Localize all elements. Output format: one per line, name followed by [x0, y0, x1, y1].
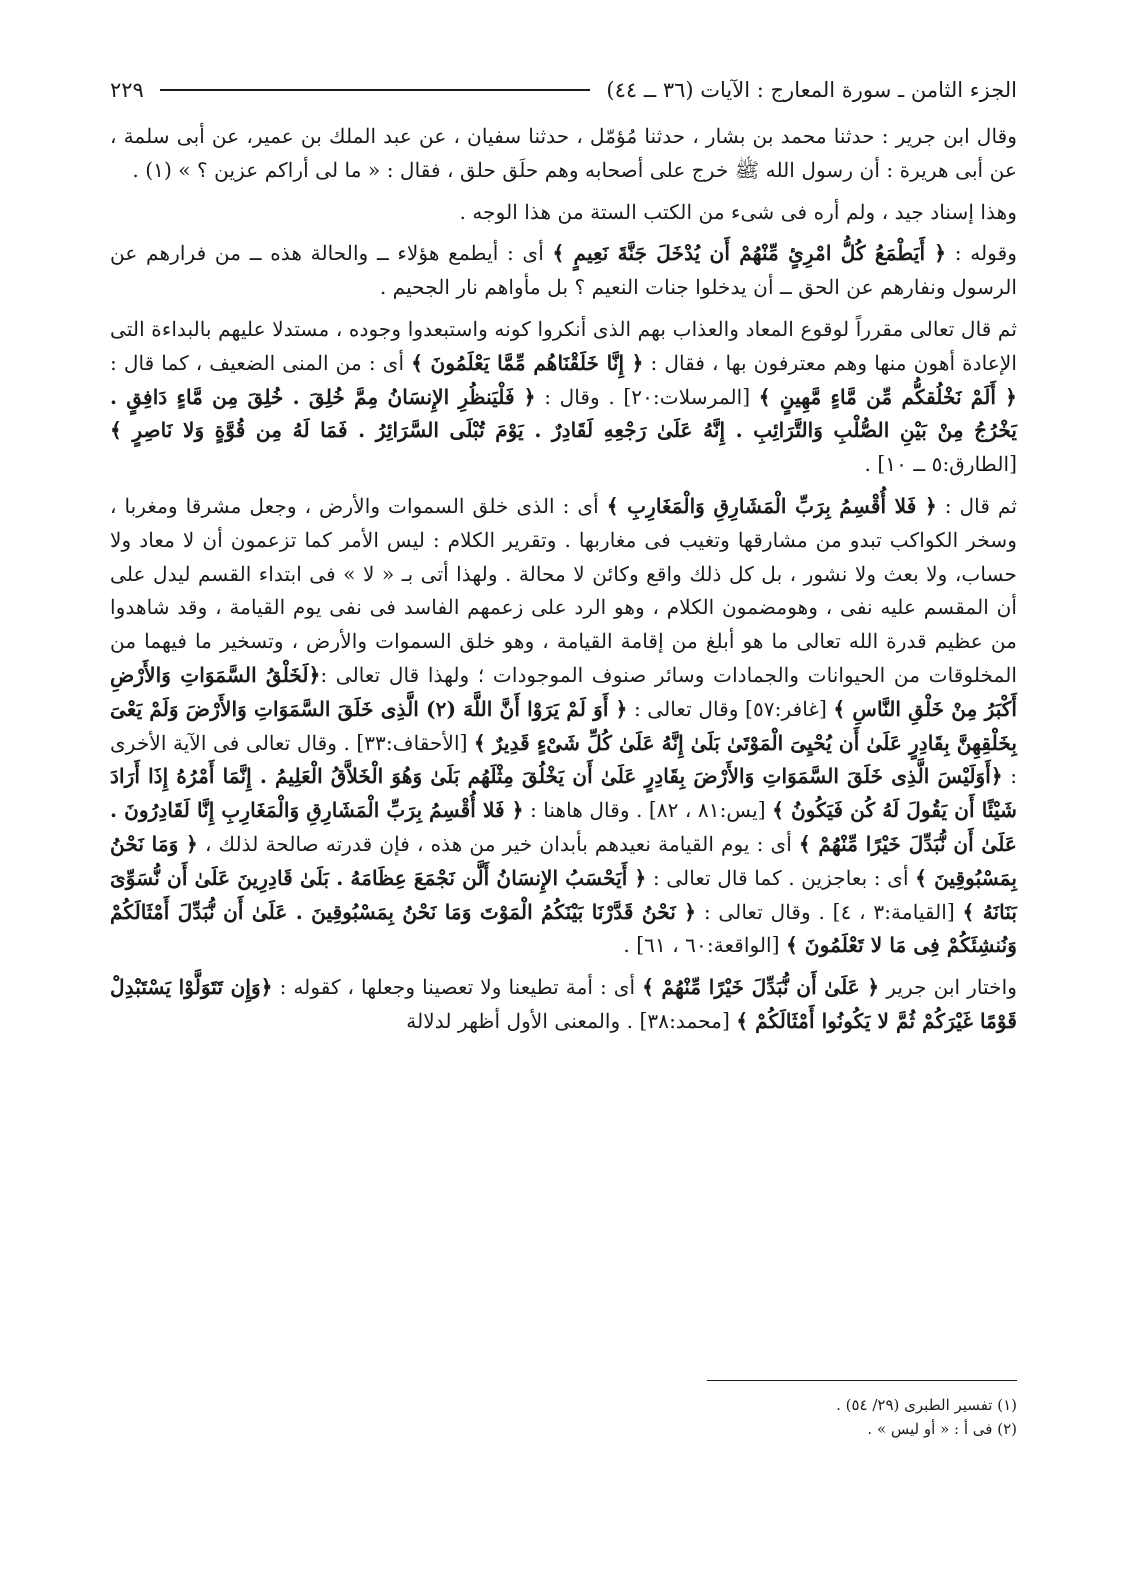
text-run: أى : أيطمع هؤلاء ــ والحالة هذه ــ من فرارهم عن الرسول ونفارهم عن الحق ــ أن يدخلوا جنات النعيم ؟ بل مأواهم نار الجحيم . — [110, 241, 1017, 300]
quran-verse: ﴿ فَلا أُقْسِمُ بِرَبِّ الْمَشَارِقِ وَالْمَغَارِبِ ﴾ — [606, 493, 937, 518]
text-run: [يس:٨١ ، ٨٢] . وقال هاهنا : — [523, 798, 773, 823]
paragraph — [110, 120, 1017, 188]
quran-verse: ﴿ وَمَا نَحْنُ بِمَسْبُوقِينَ ﴾ — [110, 831, 1017, 890]
header-rule — [160, 89, 591, 91]
quran-verse: ﴿ فَلْيَنظُرِ الإِنسَانُ مِمَّ خُلِقَ . خُلِقَ مِن مَّاءٍ دَافِقٍ . يَخْرُجُ مِنْ بَيْنِ الصُّلْبِ وَالتَّرَائِبِ . إِنَّهُ عَلَىٰ رَجْعِهِ لَقَادِرٌ . يَوْمَ تُبْلَى السَّرَائِرُ . فَمَا لَهُ مِن قُوَّةٍ وَلا نَاصِرٍ ﴾ — [110, 384, 1017, 443]
text-run: أى : يوم القيامة نعيدهم بأبدان خير من هذه ، فإن قدرته صالحة لذلك ، — [197, 831, 799, 856]
text-run: [القيامة:٣ ، ٤] . وقال تعالى : — [696, 899, 963, 924]
text-run: أى : من المنى الضعيف ، كما قال : — [110, 350, 412, 375]
text-run: وقال ابن جرير : حدثنا محمد بن بشار ، حدثنا مُؤمّل ، حدثنا سفيان ، عن عبد الملك بن عمير، عن أبى سلمة ، عن أبى هريرة : أن رسول الله ﷺ خرج على أصحابه وهم حلَق حلق ، فقال : « ما لى أراكم عزين ؟ » (١) . — [110, 124, 1017, 182]
text-run: ثم قال : — [936, 493, 1017, 518]
quran-verse: ﴿ أَلَمْ نَخْلُقكُّم مِّن مَّاءٍ مَّهِينٍ ﴾ — [758, 384, 1018, 409]
paragraph — [110, 971, 1017, 1039]
text-run: أى : بعاجزين . كما قال تعالى : — [646, 865, 916, 890]
quran-verse: ﴿ نَحْنُ قَدَّرْنَا بَيْنَكُمُ الْمَوْتَ وَمَا نَحْنُ بِمَسْبُوقِينَ . عَلَىٰ أَن نُّبَدِّلَ أَمْثَالَكُمْ وَنُنشِئَكُمْ فِى مَا لا تَعْلَمُونَ ﴾ — [110, 899, 1017, 958]
quran-verse: ﴿ أَوَ لَمْ يَرَوْا أَنَّ اللَّهَ (٢) الَّذِى خَلَقَ السَّمَوَاتِ وَالأَرْضَ وَلَمْ يَعْىَ بِخَلْقِهِنَّ بِقَادِرٍ عَلَىٰ أَن يُحْيِىَ الْمَوْتَىٰ بَلَىٰ إِنَّهُ عَلَىٰ كُلِّ شَىْءٍ قَدِيرٌ ﴾ — [110, 696, 1017, 755]
quran-verse: ﴿وَإِن تَتَوَلَّوْا يَسْتَبْدِلْ قَوْمًا غَيْرَكُمْ ثُمَّ لا يَكُونُوا أَمْثَالَكُمْ ﴾ — [110, 975, 1017, 1033]
paragraph — [110, 196, 1017, 230]
quran-verse: ﴿ أَيَطْمَعُ كُلُّ امْرِئٍ مِّنْهُمْ أَن يُدْخَلَ جَنَّةَ نَعِيمٍ ﴾ — [552, 241, 947, 266]
text-run: [الطارق:٥ ــ ١٠] . — [864, 452, 1017, 477]
running-header — [110, 72, 1017, 108]
quran-verse: ﴿ عَلَىٰ أَن نُّبَدِّلَ خَيْرًا مِّنْهُمْ ﴾ — [642, 975, 880, 1000]
text-run: [غافر:٥٧] وقال تعالى : — [627, 696, 834, 721]
quran-verse: ﴿ أَيَحْسَبُ الإِنسَانُ أَلَّن نَجْمَعَ عِظَامَهُ . بَلَىٰ قَادِرِينَ عَلَىٰ أَن نُّسَوِّىَ بَنَانَهُ ﴾ — [110, 865, 1017, 924]
quran-verse: ﴿ فَلا أُقْسِمُ بِرَبِّ الْمَشَارِقِ وَالْمَغَارِبِ إِنَّا لَقَادِرُونَ . عَلَىٰ أَن نُّبَدِّلَ خَيْرًا مِّنْهُمْ ﴾ — [110, 798, 1017, 856]
footnotes — [110, 1380, 1017, 1441]
text-run: وقوله : — [946, 241, 1018, 266]
text-run: ثم قال تعالى مقرراً لوقوع المعاد والعذاب بهم الذى أنكروا كونه واستبعدوا وجوده ، مستدلا عليهم بالبداءة التى الإعادة أهون منها وهم معترفون بها ، فقال : — [110, 316, 1017, 375]
paragraph — [110, 313, 1017, 482]
text-run: أى : الذى خلق السموات والأرض ، وجعل مشرقا ومغربا ، وسخر الكواكب تبدو من مشارقها وتغيب فى مغاربها . وتقرير الكلام : ليس الأمر كما تزعمون أن لا معاد ولا حساب، ولا بعث ولا نشور ، بل كل ذلك واقع وكائن لا محالة . ولهذا أتى بـ « لا » فى ابتداء القسم ليدل على أن المقسم عليه نفى ، وهومضمون الكلام ، وهو الرد على زعمهم الفاسد فى نفى يوم القيامة ، وقد شاهدوا من عظيم قدرة الله تعالى ما هو أبلغ من إقامة القيامة ، وهو خلق السموات والأرض ، وتسخير ما فيهما من المخلوقات من الحيوانات والجمادات وسائر صنوف الموجودات ؛ ولهذا قال تعالى : — [110, 493, 1017, 687]
running-title: الجزء الثامن ـ سورة المعارج : الآيات (٣٦ ــ ٤٤) — [606, 78, 1017, 102]
quran-verse: ﴿ إِنَّا خَلَقْنَاهُم مِّمَّا يَعْلَمُونَ ﴾ — [411, 350, 644, 375]
text-run: [محمد:٣٨] . والمعنى الأول أظهر لدلالة — [406, 1008, 737, 1033]
page-number: ٢٢٩ — [110, 78, 144, 102]
footnote-2: (٢) فى أ : « أو ليس » . — [867, 1420, 1017, 1438]
text-run: واختار ابن جرير — [879, 975, 1017, 1000]
quran-verse: ﴿أَوَلَيْسَ الَّذِى خَلَقَ السَّمَوَاتِ وَالأَرْضَ بِقَادِرٍ عَلَىٰ أَن يَخْلُقَ مِثْلَهُم بَلَىٰ وَهُوَ الْخَلاَّقُ الْعَلِيمُ . إِنَّمَا أَمْرُهُ إِذَا أَرَادَ شَيْئًا أَن يَقُولَ لَهُ كُن فَيَكُونُ ﴾ — [110, 764, 1017, 823]
text-run: أى : أمة تطيعنا ولا تعصينا وجعلها ، كقوله : — [272, 975, 643, 1000]
footnote-1: (١) تفسير الطبرى (٢٩/ ٥٤) . — [836, 1396, 1017, 1414]
text-run: [الواقعة:٦٠ ، ٦١] . — [623, 933, 786, 958]
paragraph — [110, 490, 1017, 963]
text-run: [المرسلات:٢٠] . وقال : — [535, 384, 759, 409]
paragraph — [110, 237, 1017, 305]
main-text — [110, 120, 1017, 1039]
quran-verse: ﴿لَخَلْقُ السَّمَوَاتِ وَالأَرْضِ أَكْبَرُ مِنْ خَلْقِ النَّاسِ ﴾ — [110, 662, 1018, 721]
footnote-separator — [707, 1380, 1017, 1381]
text-run: [الأحقاف:٣٣] . وقال تعالى فى الآية الأخرى : — [110, 730, 1017, 789]
text-run: وهذا إسناد جيد ، ولم أره فى شىء من الكتب الستة من هذا الوجه . — [459, 199, 1017, 224]
